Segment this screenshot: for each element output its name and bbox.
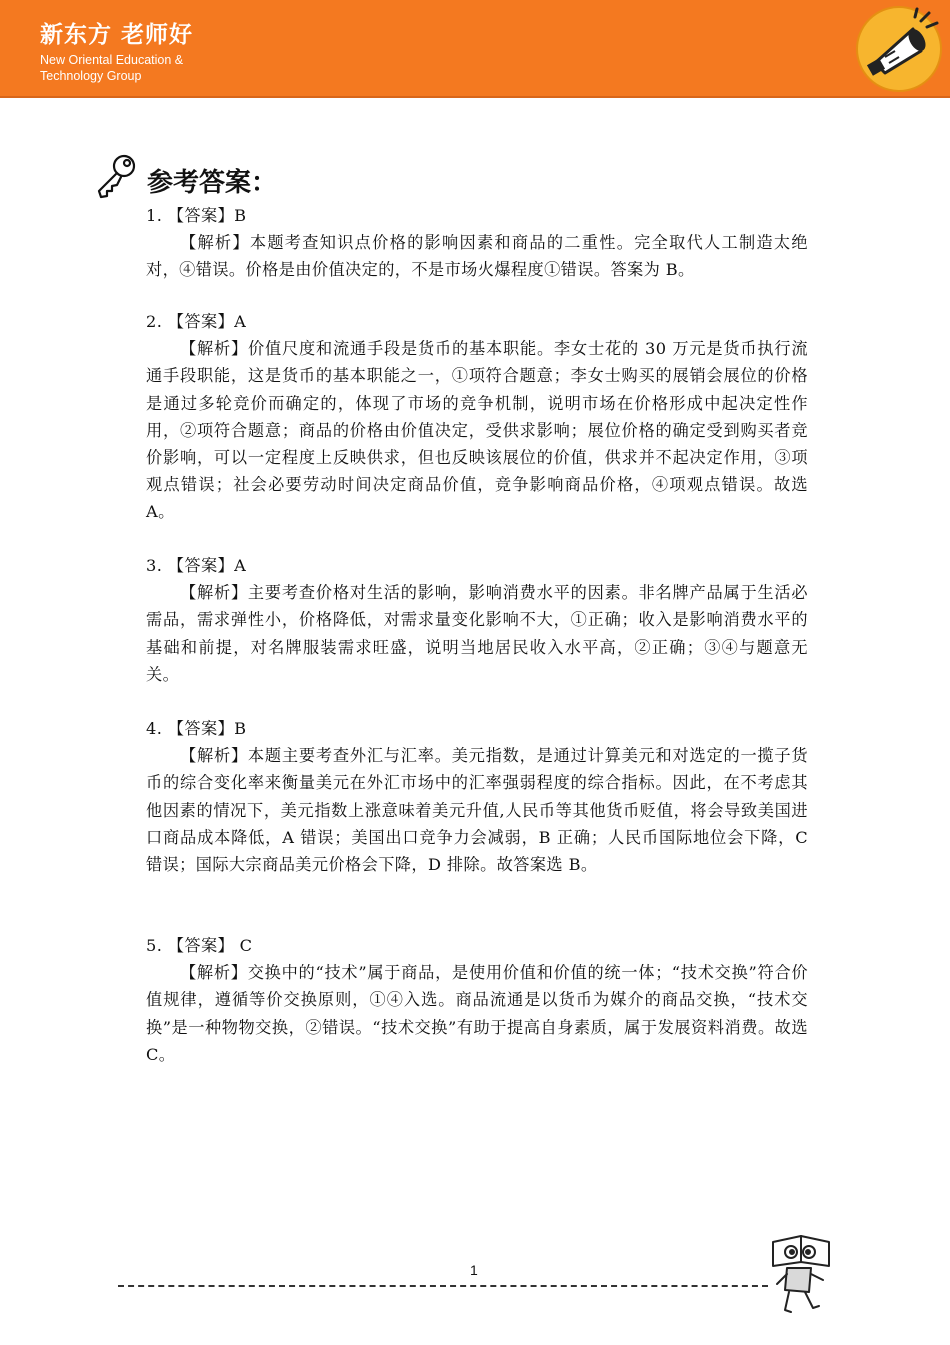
section-title: 参考答案： bbox=[147, 168, 278, 198]
answer-item-4 bbox=[146, 715, 808, 878]
answer-line: 3. 【答案】A bbox=[146, 556, 247, 575]
page-number: 1 bbox=[470, 1262, 478, 1278]
brand-title: 新东方 老师好 bbox=[40, 22, 194, 48]
answer-item-1 bbox=[146, 202, 808, 284]
answer-line: 1. 【答案】B bbox=[146, 206, 247, 225]
explanation-paragraph: 【解析】价值尺度和流通手段是货币的基本职能。李女士花的 30 万元是货币执行流通手段职能，这是货币的基本职能之一，①项符合题意；李女士购买的展销会展位的价格是通过多轮竞价而确定的，体现了市场的竞争机制，说明市场在价格形成中起决定性作用，②项符合题意；商品的价格由价值决定，受供求影响；展位价格的确定受到购买者竞价影响，可以一定程度上反映供求，但也反映该展位的价值，供求并不起决定作用，③项观点错误；社会必要劳动时间决定商品价值，竞争影响商品价格，④项观点错误。故选 A。 bbox=[146, 339, 808, 522]
answer-line: 5. 【答案】 C bbox=[146, 936, 253, 955]
brand-subtitle: New Oriental Education & Technology Group bbox=[40, 53, 184, 83]
explanation-paragraph: 【解析】本题考查知识点价格的影响因素和商品的二重性。完全取代人工制造太绝对，④错误。价格是由价值决定的，不是市场火爆程度①错误。答案为 B。 bbox=[146, 233, 808, 280]
answer-line: 4. 【答案】B bbox=[146, 719, 247, 738]
answer-item-2 bbox=[146, 308, 808, 526]
footer-divider bbox=[118, 1285, 768, 1287]
reading-mascot-icon bbox=[765, 1232, 837, 1316]
answer-item-3 bbox=[146, 552, 808, 688]
page-header bbox=[0, 0, 950, 98]
explanation-paragraph: 【解析】本题主要考查外汇与汇率。美元指数，是通过计算美元和对选定的一揽子货币的综合变化率来衡量美元在外汇市场中的汇率强弱程度的综合指标。因此，在不考虑其他因素的情况下，美元指数上涨意味着美元升值,人民币等其他货币贬值，将会导致美国进口商品成本降低，A 错误；美国出口竞争力会减弱，B 正确；人民币国际地位会下降，C 错误；国际大宗商品美元价格会下降，D 排除。故答案选 B。 bbox=[146, 746, 808, 875]
answer-item-5 bbox=[146, 932, 808, 1068]
key-icon bbox=[95, 152, 139, 200]
explanation-paragraph: 【解析】交换中的“技术”属于商品，是使用价值和价值的统一体；“技术交换”符合价值规律，遵循等价交换原则，①④入选。商品流通是以货币为媒介的商品交换，“技术交换”是一种物物交换，②错误。“技术交换”有助于提高自身素质，属于发展资料消费。故选 C。 bbox=[146, 963, 808, 1064]
answer-line: 2. 【答案】A bbox=[146, 312, 247, 331]
megaphone-logo-icon bbox=[855, 5, 943, 93]
explanation-paragraph: 【解析】主要考查价格对生活的影响，影响消费水平的因素。非名牌产品属于生活必需品，需求弹性小，价格降低，对需求量变化影响不大，①正确；收入是影响消费水平的基础和前提，对名牌服装需求旺盛，说明当地居民收入水平高，②正确；③④与题意无关。 bbox=[146, 583, 808, 684]
